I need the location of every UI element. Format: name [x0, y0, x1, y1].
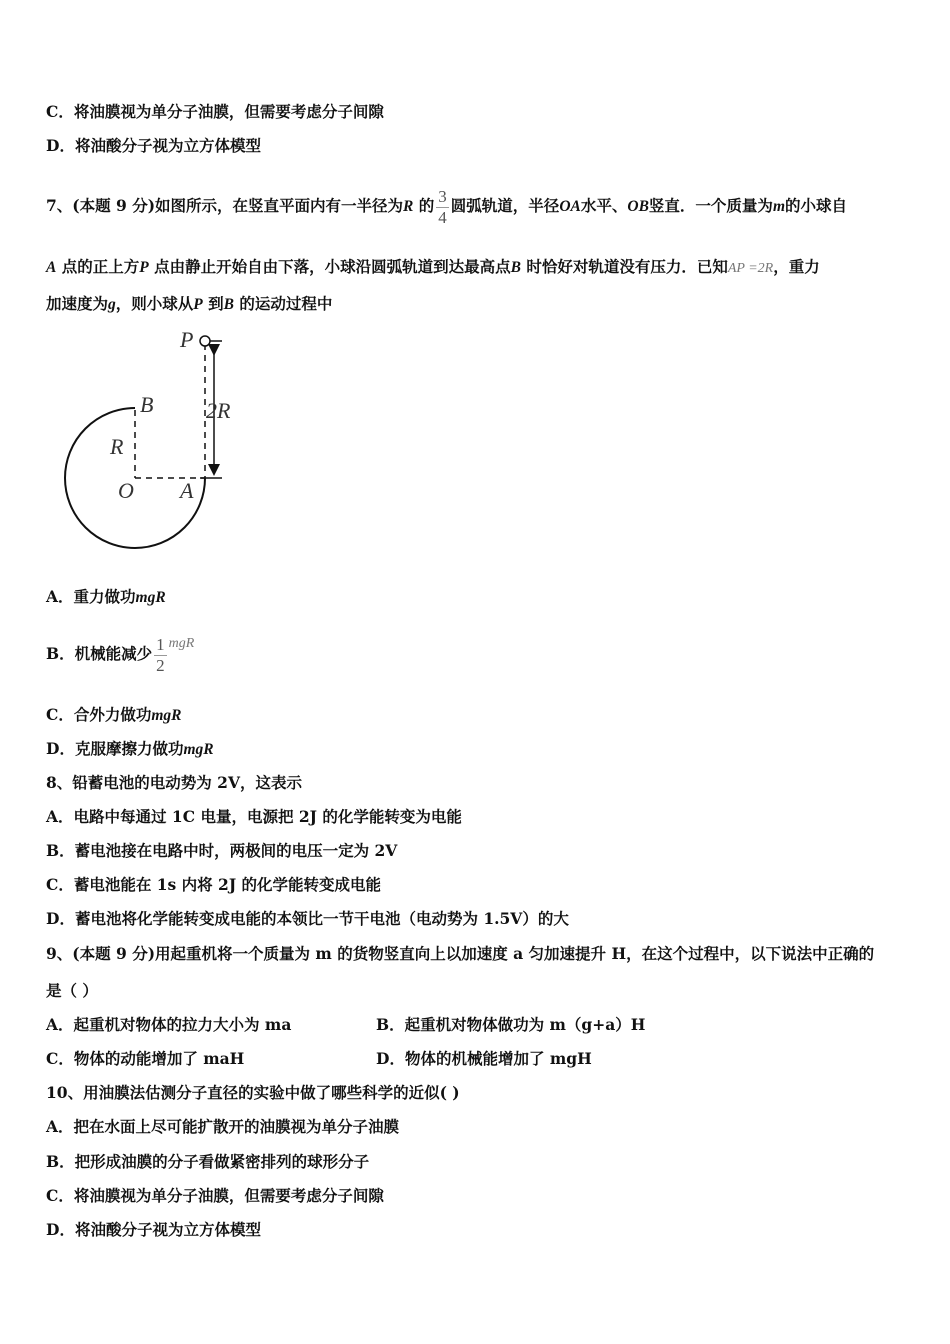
option-c-top: C．将油膜视为单分子油膜，但需要考虑分子间隙: [46, 102, 384, 121]
label-P: P: [180, 327, 194, 352]
q8-option-d: D．蓄电池将化学能转变成电能的本领比一节干电池（电动势为 1.5V）的大: [46, 909, 569, 928]
q8-option-b: B．蓄电池接在电路中时，两极间的电压一定为 2V: [46, 841, 398, 860]
q7-stem-line1: [46, 178, 847, 235]
q7-option-c-text: C．合外力做功: [46, 705, 152, 724]
q7-option-c-math: mgR: [151, 707, 182, 724]
q7-frac-num: 3: [438, 186, 447, 206]
q7-stem-line2: [46, 257, 820, 279]
q7-option-b-den: 2: [156, 655, 165, 675]
q9-option-c: C．物体的动能增加了 maH: [46, 1049, 245, 1068]
q7-line2-a: 点的正上方: [56, 257, 140, 276]
q7-figure: [40, 322, 260, 562]
q7-mid3: 竖直．一个质量为: [648, 196, 773, 215]
label-R: R: [110, 434, 124, 459]
q7-option-b-math: mgR: [168, 636, 195, 651]
q7-line3-a: 加速度为: [46, 294, 109, 313]
q7-A: A: [46, 259, 57, 276]
q7-option-a-math: mgR: [135, 589, 166, 606]
q7-OB: OB: [627, 198, 649, 215]
q7-R: R: [403, 198, 414, 215]
q7-line2-d: ，重力: [773, 257, 820, 276]
q7-line3-c: 到: [202, 294, 224, 313]
q7-line3-d: 的运动过程中: [234, 294, 333, 313]
q7-P: P: [139, 259, 149, 276]
q7-option-d: [46, 739, 214, 760]
q10-option-a: A．把在水面上尽可能扩散开的油膜视为单分子油膜: [46, 1117, 400, 1136]
q8-option-c: C．蓄电池能在 1s 内将 2J 的化学能转变成电能: [46, 875, 382, 894]
ball-P: [200, 336, 210, 346]
q7-line2-c: 时恰好对轨道没有压力．已知: [520, 257, 728, 276]
q7-mid2: 水平、: [580, 196, 628, 215]
q7-prefix: 7、(本题 9 分)如图所示，在竖直平面内有一半径为: [46, 196, 404, 215]
q7-frac-den: 4: [438, 207, 447, 227]
q7-line3-P: P: [193, 296, 203, 313]
q10-option-c: C．将油膜视为单分子油膜，但需要考虑分子间隙: [46, 1186, 384, 1205]
q7-stem-line3: [46, 294, 332, 315]
label-O: O: [118, 478, 134, 503]
q7-mid1: 圆弧轨道，半径: [450, 196, 560, 215]
q7-option-d-text: D．克服摩擦力做功: [46, 739, 184, 758]
q9-stem-line2: 是（ ）: [46, 981, 98, 1000]
q7-option-a-text: A．重力做功: [46, 587, 136, 606]
q7-line3-B: B: [223, 296, 234, 313]
q7-mid4: 的小球自: [785, 196, 848, 215]
q7-OA: OA: [559, 198, 581, 215]
q10-stem: 10、用油膜法估测分子直径的实验中做了哪些科学的近似( ): [46, 1083, 460, 1102]
label-2R: 2R: [206, 398, 231, 423]
q7-fraction: [436, 187, 449, 228]
q8-stem: 8、铅蓄电池的电动势为 2V，这表示: [46, 773, 302, 792]
label-A: A: [180, 478, 194, 503]
q9-option-b: B．起重机对物体做功为 m（g+a）H: [376, 1015, 646, 1034]
q7-option-c: [46, 705, 182, 726]
q7-option-b-num: 1: [156, 634, 165, 654]
q9-option-d: D．物体的机械能增加了 mgH: [376, 1049, 592, 1068]
q10-option-b: B．把形成油膜的分子看做紧密排列的球形分子: [46, 1152, 370, 1171]
q9-option-a: A．起重机对物体的拉力大小为 ma: [46, 1015, 292, 1034]
q10-option-d: D．将油酸分子视为立方体模型: [46, 1220, 261, 1239]
label-B: B: [140, 392, 154, 417]
q7-of: 的: [413, 196, 435, 215]
q9-stem-line1: 9、(本题 9 分)用起重机将一个质量为 m 的货物竖直向上以加速度 a 匀加速提升 H，在这个过程中，以下说法中正确的: [46, 944, 875, 963]
q7-B: B: [510, 259, 521, 276]
option-d-top: D．将油酸分子视为立方体模型: [46, 136, 261, 155]
q7-option-b: [46, 622, 194, 688]
q7-ap-formula: AP =2R: [727, 261, 774, 276]
q7-option-d-math: mgR: [183, 741, 214, 758]
q7-line2-b: 点由静止开始自由下落，小球沿圆弧轨道到达最高点: [148, 257, 511, 276]
q7-m: m: [772, 198, 785, 215]
q8-option-a: A．电路中每通过 1C 电量，电源把 2J 的化学能转变为电能: [46, 807, 462, 826]
q7-option-a: [46, 587, 166, 608]
q7-g: g: [108, 296, 116, 313]
q7-option-b-text: B．机械能减少: [46, 644, 153, 663]
q7-option-b-fraction: [154, 635, 167, 676]
q7-line3-b: ，则小球从: [115, 294, 194, 313]
